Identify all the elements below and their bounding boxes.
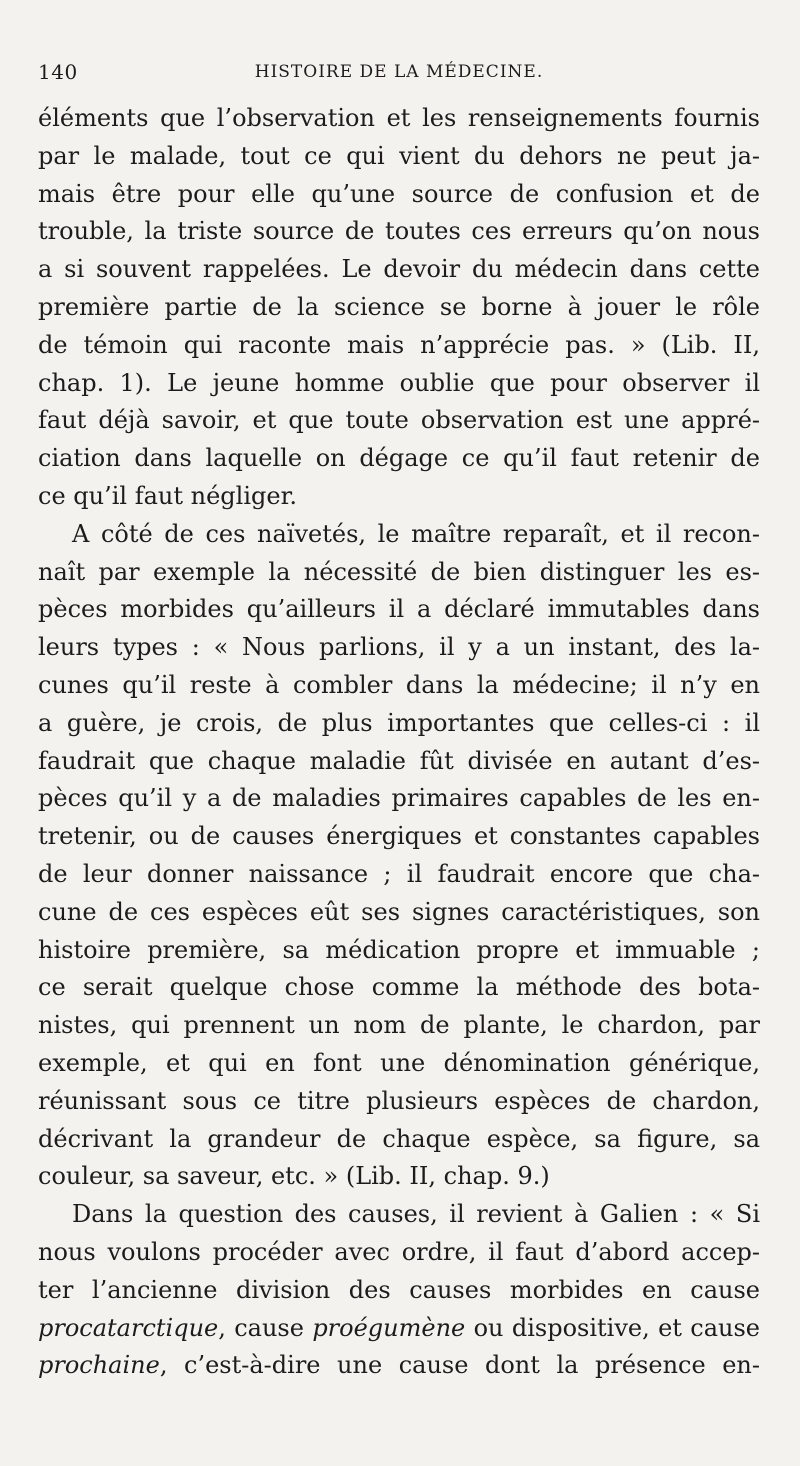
- text-line: cunes qu’il reste à combler dans la médecine; il n’y en: [38, 670, 760, 699]
- text-line: leurs types : « Nous parlions, il y a un instant, des la-: [38, 633, 760, 662]
- text-line: trouble, la triste source de toutes ces erreurs qu’on nous: [38, 217, 760, 246]
- paragraph-2: [38, 516, 760, 1196]
- text-line: histoire première, sa médication propre et immuable ;: [38, 935, 760, 964]
- text-line: Dans la question des causes, il revient à Galien : « Si: [72, 1200, 760, 1229]
- page-number: 140: [38, 60, 78, 84]
- text-line: a si souvent rappelées. Le devoir du médecin dans cette: [38, 255, 760, 284]
- text-line: A côté de ces naïvetés, le maître reparaît, et il recon-: [72, 519, 760, 548]
- italic-term: procatarctique: [38, 1313, 219, 1342]
- text-line: par le malade, tout ce qui vient du dehors ne peut ja-: [38, 141, 760, 170]
- text-line-with-italics: [38, 1310, 760, 1348]
- text-line: de témoin qui raconte mais n’apprécie pas. » (Lib. II,: [38, 330, 760, 359]
- text-line: a guère, je crois, de plus importantes que celles-ci : il: [38, 708, 760, 737]
- text-line: chap. 1). Le jeune homme oublie que pour observer il: [38, 368, 760, 397]
- text-line: réunissant sous ce titre plusieurs espèces de chardon,: [38, 1086, 760, 1115]
- text-line: ce serait quelque chose comme la méthode des bota-: [38, 973, 760, 1002]
- text-line: de leur donner naissance ; il faudrait encore que cha-: [38, 859, 760, 888]
- text-line: éléments que l’observation et les renseignements fournis: [38, 104, 760, 132]
- text-line: première partie de la science se borne à jouer le rôle: [38, 292, 760, 321]
- italic-term: prochaine: [38, 1351, 160, 1380]
- text-fragment: ou dispositive, et cause: [465, 1313, 760, 1342]
- text-fragment: , c’est-à-dire une cause dont la présence en-: [159, 1351, 760, 1380]
- text-line: cune de ces espèces eût ses signes caractéristiques, son: [38, 897, 760, 926]
- paragraph-1: [38, 100, 760, 516]
- italic-term: proégumène: [312, 1313, 466, 1342]
- text-line: ce qu’il faut négliger.: [38, 481, 298, 510]
- paragraph-3: [38, 1196, 760, 1385]
- text-line: pèces qu’il y a de maladies primaires capables de les en-: [38, 784, 760, 813]
- text-line: nistes, qui prennent un nom de plante, le chardon, par: [38, 1011, 760, 1040]
- text-line: faudrait que chaque maladie fût divisée en autant d’es-: [38, 746, 760, 775]
- text-line: pèces morbides qu’ailleurs il a déclaré immutables dans: [38, 595, 760, 624]
- text-line: tretenir, ou de causes énergiques et constantes capables: [38, 822, 760, 851]
- text-fragment: , cause: [218, 1313, 313, 1342]
- text-line: décrivant la grandeur de chaque espèce, sa figure, sa: [38, 1124, 760, 1153]
- text-line: mais être pour elle qu’une source de confusion et de: [38, 179, 760, 208]
- running-title: HISTOIRE DE LA MÉDECINE.: [254, 62, 544, 82]
- running-header: [38, 56, 760, 94]
- text-line: naît par exemple la nécessité de bien distinguer les es-: [38, 557, 760, 586]
- text-line: ciation dans laquelle on dégage ce qu’il faut retenir de: [38, 444, 760, 473]
- text-line: faut déjà savoir, et que toute observation est une appré-: [38, 406, 760, 435]
- text-line: couleur, sa saveur, etc. » (Lib. II, chap. 9.): [38, 1162, 550, 1191]
- body-text: [38, 100, 760, 1385]
- text-line: exemple, et qui en font une dénomination générique,: [38, 1048, 760, 1077]
- text-line: nous voulons procéder avec ordre, il faut d’abord accep-: [38, 1237, 760, 1266]
- text-line-with-italics: [38, 1347, 760, 1385]
- text-line: ter l’ancienne division des causes morbides en cause: [38, 1275, 760, 1304]
